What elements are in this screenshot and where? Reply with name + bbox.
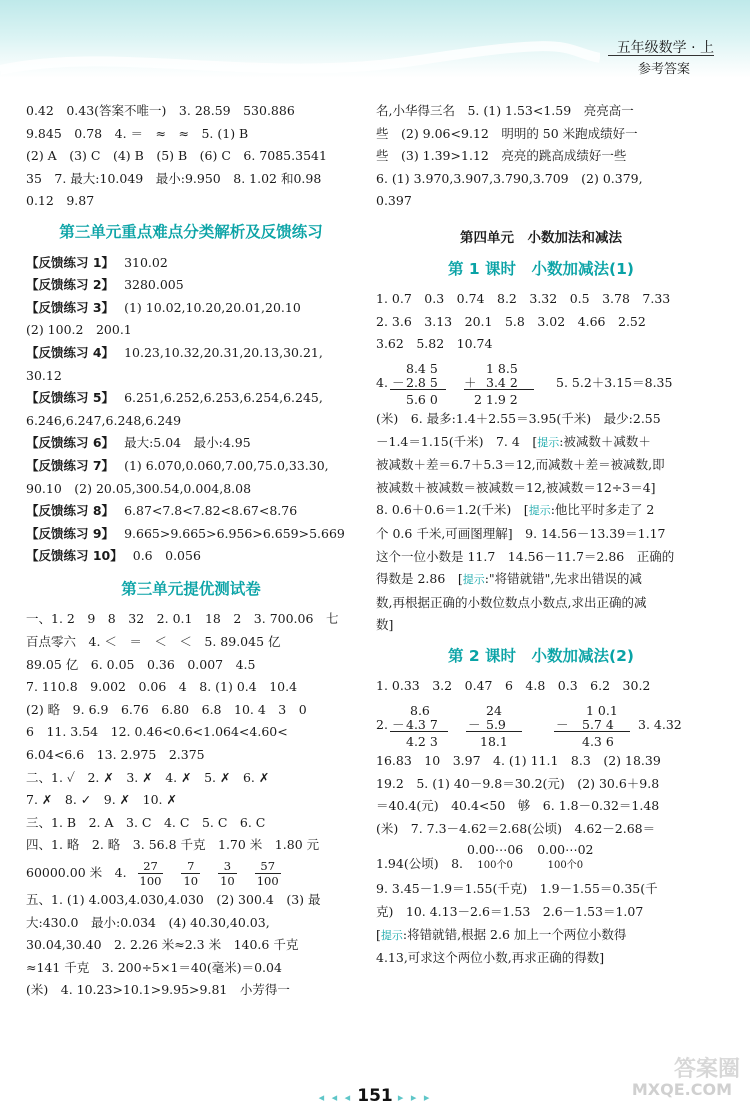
fraction: $\frac{57}{100}$ xyxy=(256,859,279,888)
feedback-answer: 最大:5.04 最小:4.95 xyxy=(124,435,251,451)
unit-heading: 第四单元 小数加法和减法 xyxy=(460,229,622,246)
feedback-label: 【反馈练习 7】 xyxy=(26,457,115,473)
feedback-item xyxy=(26,252,356,275)
answer-line: 一、1. 2 9 8 32 2. 0.1 18 2 3. 700.06 七 xyxy=(26,611,339,627)
answer-line: 三、1. B 2. A 3. C 4. C 5. C 6. C xyxy=(26,814,266,830)
calc-operand: 8.6 xyxy=(410,703,430,719)
answer-line: 数] xyxy=(376,617,394,633)
feedback-answer: 10.23,10.32,20.31,20.13,30.21, xyxy=(124,344,323,360)
feedback-label: 【反馈练习 9】 xyxy=(26,525,115,541)
feedback-item xyxy=(26,478,356,501)
left-column xyxy=(26,100,356,1002)
fraction-line xyxy=(26,857,356,889)
calc-result: 5.6 0 xyxy=(406,391,438,407)
feedback-list xyxy=(26,252,356,568)
feedback-answer: 6.87<7.8<7.82<8.67<8.76 xyxy=(124,503,298,519)
feedback-label: 【反馈练习 3】 xyxy=(26,299,115,315)
lesson-heading: 第 1 课时 小数加减法(1) xyxy=(447,259,635,278)
header-wave-decoration xyxy=(0,40,600,90)
feedback-item xyxy=(26,387,356,410)
feedback-answer: 6.246,6.247,6.248,6.249 xyxy=(26,412,182,428)
answer-line: 四、1. 略 2. 略 3. 56.8 千克 1.70 米 1.80 元 xyxy=(26,837,320,853)
vertical-calculation xyxy=(376,700,706,750)
answer-line: [提示:将错就错,根据 2.6 加上一个两位小数得 xyxy=(376,926,627,942)
feedback-item xyxy=(26,319,356,342)
answer-line: 16.83 10 3.97 4. (1) 11.1 8.3 (2) 18.39 xyxy=(376,753,661,769)
answer-line: (米) 6. 最多:1.4＋2.55＝3.95(千米) 最少:2.55 xyxy=(376,410,661,426)
answer-line: 大:430.0 最小:0.034 (4) 40.30,40.03, xyxy=(26,914,270,930)
calc-operator: － xyxy=(392,374,405,390)
watermark: 答案圈 xyxy=(673,1057,740,1082)
calc-operand: 5.7 4 xyxy=(582,717,614,733)
calc-operand: 24 xyxy=(486,703,502,719)
feedback-item xyxy=(26,297,356,320)
feedback-answer: (2) 100.2 200.1 xyxy=(26,322,132,338)
feedback-answer: 30.12 xyxy=(26,367,62,383)
right-column xyxy=(376,100,706,970)
feedback-item xyxy=(26,500,356,523)
answer-line: 1. 0.7 0.3 0.74 8.2 3.32 0.5 3.78 7.33 xyxy=(376,291,671,307)
calc-operand: 3.4 2 xyxy=(486,374,518,390)
answer-line: 6 11. 3.54 12. 0.46<0.6<1.064<4.60< xyxy=(26,724,288,740)
feedback-answer: (1) 10.02,10.20,20.01,20.10 xyxy=(124,299,301,315)
calc-result: 4.3 6 xyxy=(582,734,614,750)
answer-line: ≈141 千克 3. 200÷5×1＝40(毫米)＝0.04 xyxy=(26,959,282,975)
answer-line: 1.94(公顷) 8. 0.00⋯06 100个0 0.00⋯02 100个0 xyxy=(376,842,594,872)
calc-operand: 8.4 5 xyxy=(406,360,438,376)
feedback-item xyxy=(26,410,356,433)
vertical-calculation xyxy=(376,358,706,407)
hint-label: 提示 xyxy=(462,573,485,587)
zeros-expression: 0.00⋯06 100个0 xyxy=(467,842,524,872)
calc-operator: － xyxy=(556,717,569,733)
feedback-label: 【反馈练习 4】 xyxy=(26,344,115,360)
answer-line: (2) A (3) C (4) B (5) B (6) C 6. 7085.3541 xyxy=(26,148,327,164)
header-title: 五年级数学 · 上 xyxy=(616,40,714,56)
answer-line: 些 (3) 1.39>1.12 亮亮的跳高成绩好一些 xyxy=(376,148,627,164)
feedback-answer: 6.251,6.252,6.253,6.254,6.245, xyxy=(124,390,323,406)
answer-line: 4.13,可求这个两位小数,再求正确的得数] xyxy=(376,950,605,966)
answer-line: 8. 0.6＋0.6＝1.2(千米) [提示:他比平时多走了 2 xyxy=(376,502,655,518)
answer-line: 些 (2) 9.06<9.12 明明的 50 米跑成绩好一 xyxy=(376,125,638,141)
answer-line: 1. 0.33 3.2 0.47 6 4.8 0.3 6.2 30.2 xyxy=(376,678,651,694)
answer-text: 3. 4.32 xyxy=(638,717,682,733)
answer-line: 被减数＋被减数＝被减数＝12,被减数＝12÷3＝4] xyxy=(376,479,656,495)
feedback-label: 【反馈练习 1】 xyxy=(26,254,115,270)
answer-line: 0.397 xyxy=(376,193,412,209)
answer-line: 得数是 2.86 [提示:"将错就错",先求出错误的减 xyxy=(376,571,642,587)
calc-operand: 4.3 7 xyxy=(406,717,438,733)
feedback-item xyxy=(26,274,356,297)
answer-line: 二、1. ✓ 2. ✗ 3. ✗ 4. ✗ 5. ✗ 6. ✗ xyxy=(26,769,270,785)
answer-line: 克) 10. 4.13－2.6＝1.53 2.6－1.53＝1.07 xyxy=(376,904,644,920)
feedback-label: 【反馈练习 6】 xyxy=(26,435,115,451)
feedback-item xyxy=(26,342,356,365)
feedback-answer: 90.10 (2) 20.05,300.54,0.004,8.08 xyxy=(26,480,252,496)
feedback-answer: 9.665>9.665>6.956>6.659>5.669 xyxy=(124,525,345,541)
answer-line: 0.12 9.87 xyxy=(26,193,95,209)
feedback-label: 【反馈练习 2】 xyxy=(26,277,115,293)
calc-result: 2 1.9 2 xyxy=(474,391,518,407)
calc-operand: 5.9 xyxy=(486,717,506,733)
feedback-item xyxy=(26,455,356,478)
answer-line: 6. (1) 3.970,3.907,3.790,3.709 (2) 0.379, xyxy=(376,170,643,186)
calc-operand: 1 0.1 xyxy=(586,703,618,719)
answer-line: 7. ✗ 8. ✓ 9. ✗ 10. ✗ xyxy=(26,792,177,808)
page-number: 151 xyxy=(357,1086,393,1106)
section-heading: 第三单元重点难点分类解析及反馈练习 xyxy=(59,222,323,241)
answer-line: 19.2 5. (1) 40－9.8＝30.2(元) (2) 30.6＋9.8 xyxy=(376,775,660,791)
answer-line: 数,再根据正确的小数位数点小数点,求出正确的减 xyxy=(376,594,647,610)
feedback-label: 【反馈练习 10】 xyxy=(26,548,123,564)
feedback-answer: (1) 6.070,0.060,7.00,75.0,33.30, xyxy=(124,457,329,473)
feedback-answer: 3280.005 xyxy=(124,277,184,293)
answer-line: 35 7. 最大:10.049 最小:9.950 8. 1.02 和0.98 xyxy=(26,170,322,186)
fraction: $\frac{27}{100}$ xyxy=(139,859,162,888)
answer-line: 7. 110.8 9.002 0.06 4 8. (1) 0.4 10.4 xyxy=(26,679,298,695)
hint-label: 提示 xyxy=(537,435,560,449)
answer-line: ＝40.4(元) 40.4<50 够 6. 1.8－0.32＝1.48 xyxy=(376,798,660,814)
answer-line: (米) 7. 7.3－4.62＝2.68(公顷) 4.62－2.68＝ xyxy=(376,820,656,836)
feedback-item xyxy=(26,432,356,455)
fraction: $\frac{7}{10}$ xyxy=(183,859,199,888)
calc-operand: 2.8 5 xyxy=(406,374,438,390)
calc-operand: 1 8.5 xyxy=(486,360,518,376)
answer-line: 9.845 0.78 4. ＝ ≈ ≈ 5. (1) B xyxy=(26,125,249,141)
arrow-left-icon: ◂ ◂ ◂ xyxy=(318,1091,353,1104)
answer-line: 9. 3.45－1.9＝1.55(千克) 1.9－1.55＝0.35(千 xyxy=(376,881,658,897)
watermark-url: MXQE.COM xyxy=(631,1080,732,1099)
answer-line: 名,小华得三名 5. (1) 1.53<1.59 亮亮高一 xyxy=(376,103,634,118)
feedback-item xyxy=(26,365,356,388)
answer-line: 30.04,30.40 2. 2.26 米≈2.3 米 140.6 千克 xyxy=(26,937,299,953)
answer-line: 89.05 亿 6. 0.05 0.36 0.007 4.5 xyxy=(26,656,256,672)
answer-line: 2. 3.6 3.13 20.1 5.8 3.02 4.66 2.52 xyxy=(376,313,646,329)
calc-operator: － xyxy=(392,717,405,733)
answer-line: 被减数＋差＝6.7＋5.3＝12,而减数＋差＝被减数,即 xyxy=(376,457,665,473)
answer-line: 个 0.6 千米,可画图理解] 9. 14.56－13.39＝1.17 xyxy=(376,525,666,541)
answer-text: 5. 5.2＋3.15＝8.35 xyxy=(556,374,673,390)
calc-result: 18.1 xyxy=(480,734,508,750)
fraction-prefix: 60000.00 米 4. xyxy=(26,865,127,880)
lesson-heading: 第 2 课时 小数加减法(2) xyxy=(447,646,635,665)
feedback-item xyxy=(26,545,356,568)
answer-line: 0.42 0.43(答案不唯一) 3. 28.59 530.886 xyxy=(26,103,295,118)
arrow-right-icon: ▸ ▸ ▸ xyxy=(397,1091,432,1104)
answer-line: 这个一位小数是 11.7 14.56－11.7＝2.86 正确的 xyxy=(376,548,675,564)
header-divider xyxy=(608,55,714,56)
feedback-item xyxy=(26,523,356,546)
hint-label: 提示 xyxy=(528,504,551,518)
section-heading: 第三单元提优测试卷 xyxy=(121,579,261,598)
zeros-expression: 0.00⋯02 100个0 xyxy=(537,842,594,872)
feedback-answer: 310.02 xyxy=(124,254,168,270)
calc-operator: ＋ xyxy=(464,374,477,390)
hint-label: 提示 xyxy=(380,928,403,942)
answer-line: 6.04<6.6 13. 2.975 2.375 xyxy=(26,747,205,763)
answer-line: 百点零六 4. ＜ ＝ ＜ ＜ 5. 89.045 亿 xyxy=(26,634,281,650)
answer-line: (米) 4. 10.23>10.1>9.95>9.81 小芳得一 xyxy=(26,982,290,998)
feedback-answer: 0.6 0.056 xyxy=(132,548,201,564)
answer-line: 五、1. (1) 4.003,4.030,4.030 (2) 300.4 (3) 最 xyxy=(26,892,321,907)
item-number: 4. xyxy=(376,374,388,390)
feedback-label: 【反馈练习 5】 xyxy=(26,390,115,406)
fraction: $\frac{3}{10}$ xyxy=(220,859,235,888)
answer-line: －1.4＝1.15(千米) 7. 4 [提示:被减数＋减数＋ xyxy=(376,433,651,449)
header-subtitle: 参考答案 xyxy=(637,62,690,77)
answer-line: 3.62 5.82 10.74 xyxy=(376,336,493,352)
calc-result: 4.2 3 xyxy=(406,734,438,750)
feedback-label: 【反馈练习 8】 xyxy=(26,503,115,519)
answer-line: (2) 略 9. 6.9 6.76 6.80 6.8 10. 4 3 0 xyxy=(26,701,307,717)
calc-operator: － xyxy=(468,717,481,733)
item-number: 2. xyxy=(376,717,388,733)
